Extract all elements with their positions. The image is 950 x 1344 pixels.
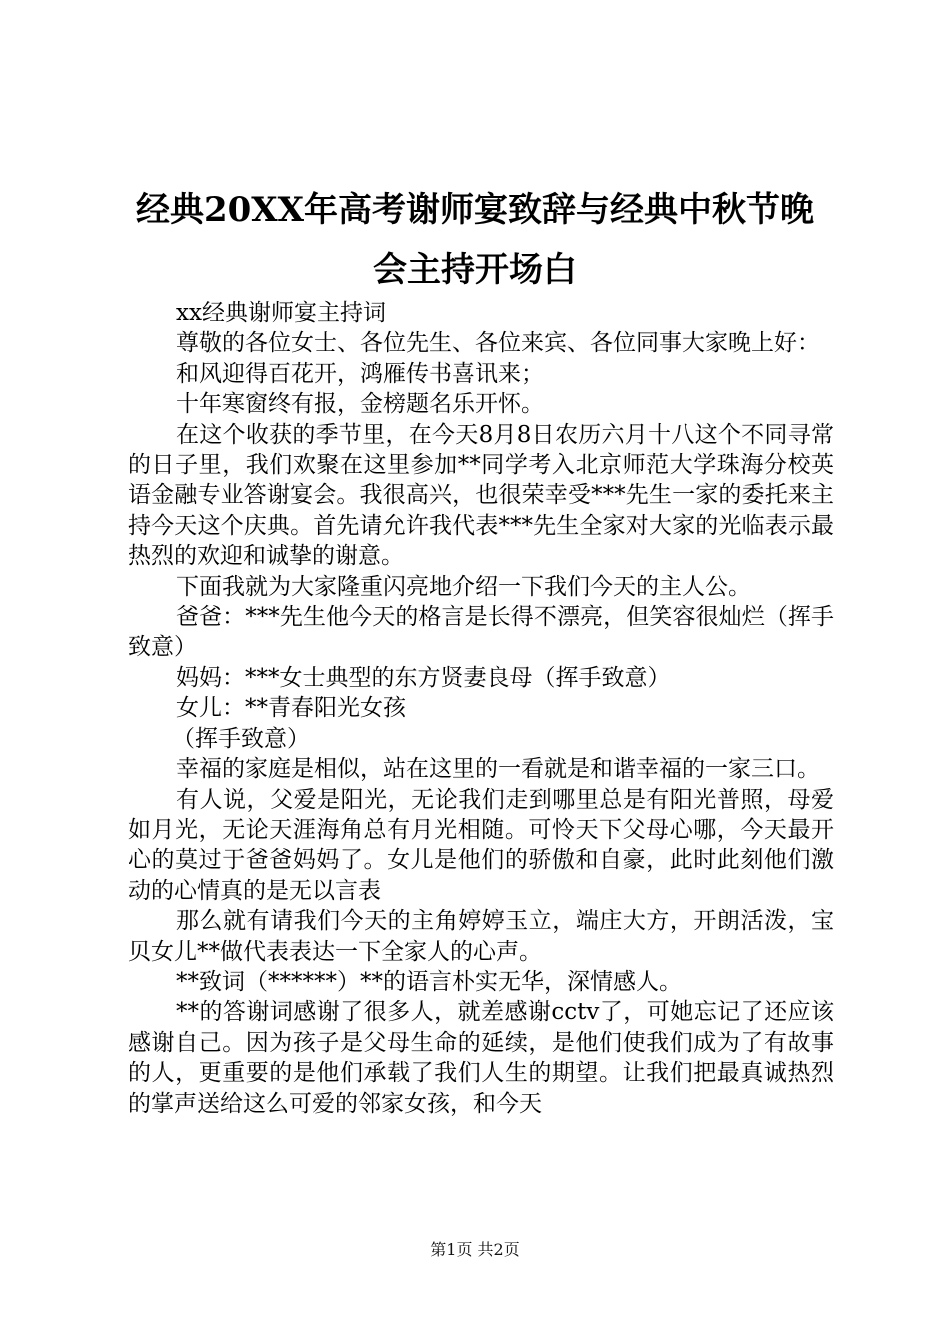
document-title-line-2: 会主持开场白: [373, 250, 577, 290]
paragraph-verse-2: 十年寒窗终有报，金榜题名乐开怀。: [176, 391, 544, 418]
paragraph-mother: 妈妈：***女士典型的东方贤妻良母（挥手致意）: [176, 664, 671, 691]
paragraph-speech-note: **致词（******）**的语言朴实无华，深情感人。: [176, 968, 682, 995]
page-number-footer: 第1页 共2页: [430, 1240, 520, 1259]
paragraph-verse-1: 和风迎得百花开，鸿雁传书喜讯来；: [176, 360, 544, 387]
paragraph-greeting: 尊敬的各位女士、各位先生、各位来宾、各位同事大家晚上好：: [176, 330, 820, 357]
paragraph-thanks: **的答谢词感谢了很多人，就差感谢cctv了，可她忘记了还应该感谢自己。因为孩子是父母生命的延续，是他们使我们成为了有故事的人，更重要的是他们承载了我们人生的期望。让我们把最真诚热烈的掌声送给这么可爱的邻家女孩，和今天: [128, 999, 834, 1117]
document-body: [128, 298, 834, 1119]
paragraph-daughter: 女儿：**青春阳光女孩: [176, 695, 406, 722]
paragraph-invite-daughter: 那么就有请我们今天的主角婷婷玉立，端庄大方，开朗活泼，宝贝女儿**做代表表达一下全家人的心声。: [128, 908, 834, 965]
document-title-line-1: 经典20XX年高考谢师宴致辞与经典中秋节晚: [135, 190, 815, 230]
paragraph-host-title: xx经典谢师宴主持词: [176, 300, 386, 326]
paragraph-parents-love: 有人说，父爱是阳光，无论我们走到哪里总是有阳光普照，母爱如月光，无论天涯海角总有月光相随。可怜天下父母心哪，今天最开心的莫过于爸爸妈妈了。女儿是他们的骄傲和自豪，此时此刻他们激动的心情真的是无以言表: [128, 786, 834, 904]
paragraph-introduction: 下面我就为大家隆重闪亮地介绍一下我们今天的主人公。: [176, 573, 751, 600]
paragraph-wave: （挥手致意）: [172, 725, 310, 752]
paragraph-happy-family: 幸福的家庭是相似，站在这里的一看就是和谐幸福的一家三口。: [176, 756, 820, 783]
paragraph-father: 爸爸：***先生他今天的格言是长得不漂亮，但笑容很灿烂（挥手致意）: [128, 604, 834, 661]
paragraph-welcome: 在这个收获的季节里，在今天8月8日农历六月十八这个不同寻常的日子里，我们欢聚在这里参加**同学考入北京师范大学珠海分校英语金融专业答谢宴会。我很高兴，也很荣幸受***先生一家的委托来主持今天这个庆典。首先请允许我代表***先生全家对大家的光临表示最热烈的欢迎和诚挚的谢意。: [128, 421, 834, 570]
